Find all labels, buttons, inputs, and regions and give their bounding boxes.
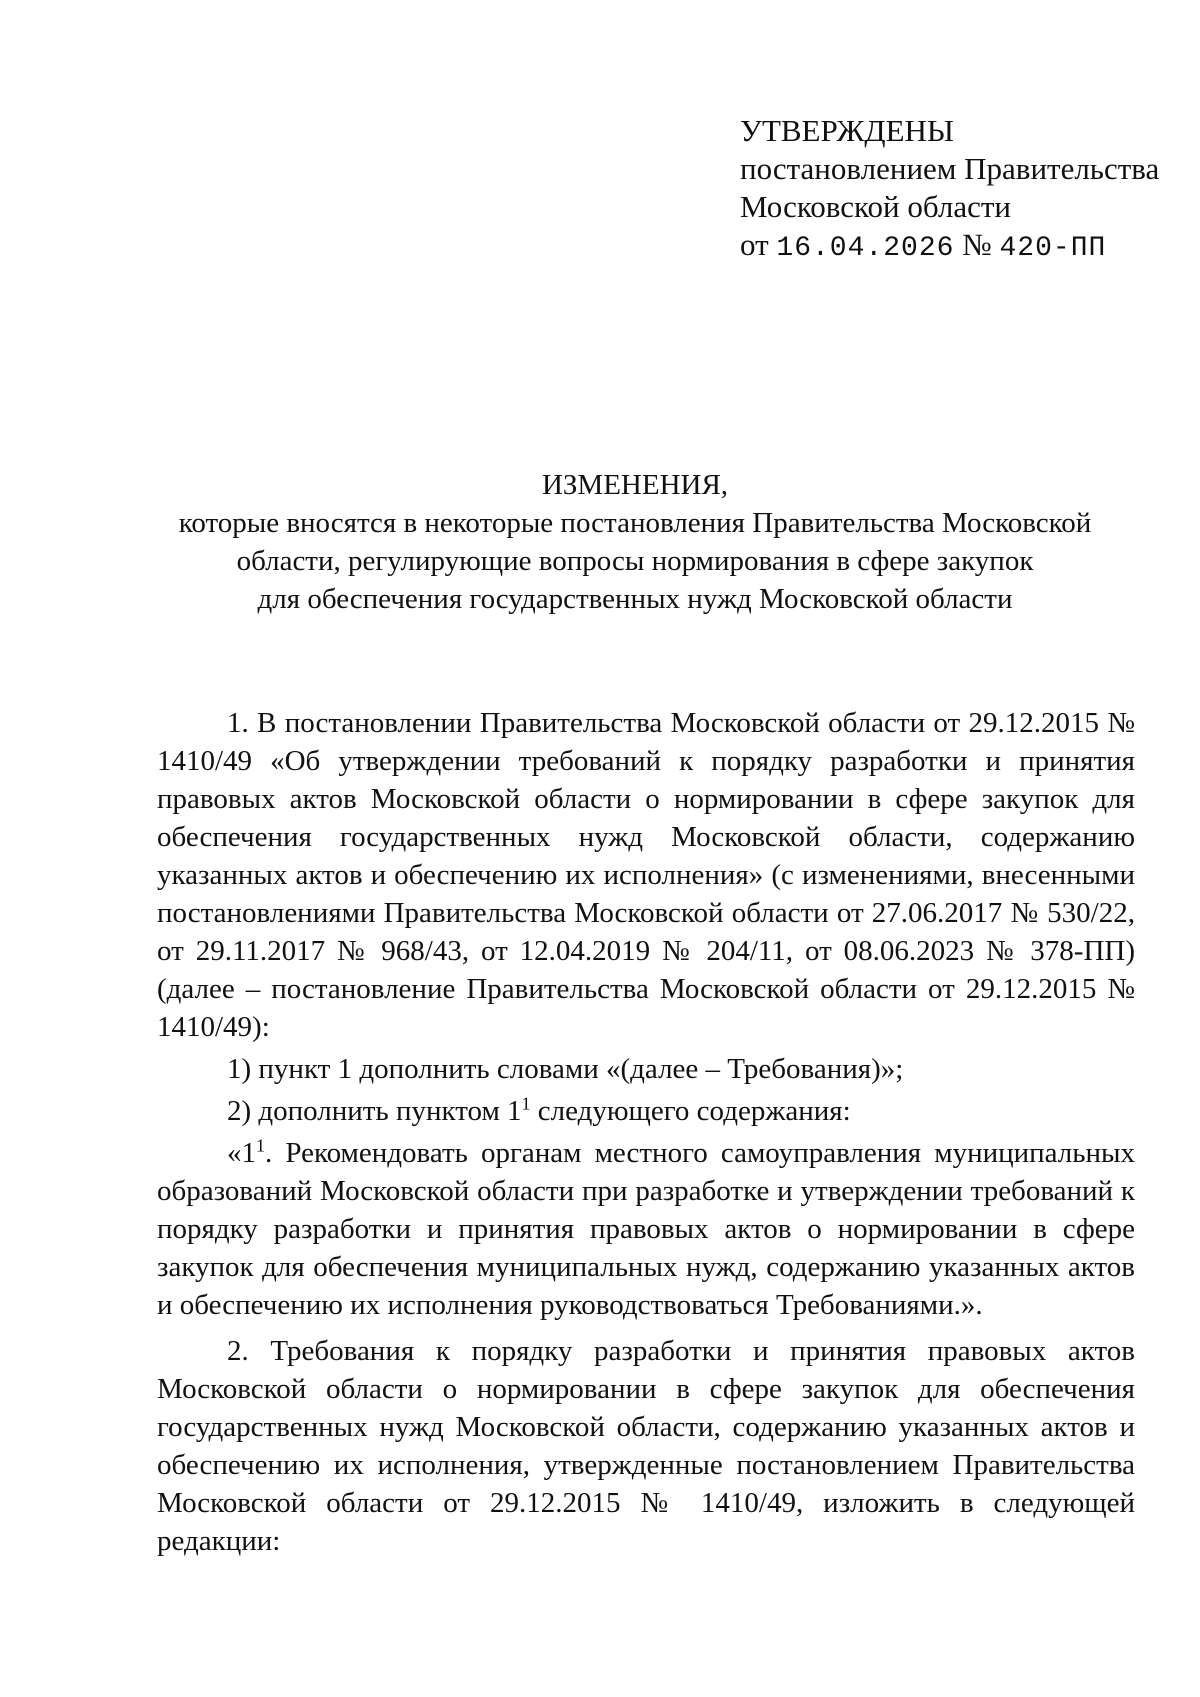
list-item-2-text: 2) дополнить пунктом 1 <box>227 1095 522 1127</box>
heading-subtitle-2: области, регулирующие вопросы нормирования в сфере закупок <box>236 545 1034 577</box>
approval-number: 420-ПП <box>999 233 1107 264</box>
list-item-2 <box>157 1092 1135 1130</box>
approval-title: УТВЕРЖДЕНЫ <box>740 113 954 148</box>
list-item-2-tail: следующего содержания: <box>530 1095 851 1127</box>
approval-date-prefix: от <box>740 227 769 262</box>
document-body <box>157 704 1135 1560</box>
quoted-paragraph-start: «1 <box>227 1137 256 1169</box>
approval-number-sign: № <box>962 227 992 262</box>
approval-line-1: постановлением Правительства <box>740 151 1160 186</box>
list-item-1: 1) пункт 1 дополнить словами «(далее – Требования)»; <box>227 1053 904 1085</box>
approval-date-line <box>740 226 1159 268</box>
approval-line-2: Московской области <box>740 189 1011 224</box>
heading-subtitle-1: которые вносятся в некоторые постановления Правительства Московской <box>178 507 1092 539</box>
superscript: 1 <box>521 1093 531 1114</box>
paragraph-2: 2. Требования к порядку разработки и принятия правовых актов Московской области о нормировании в сфере закупок для обеспечения государственных нужд Московской области, содержанию указанных актов и обеспечению их исполнения, утвержденные постановлением Правительства Московской области от 29.12.2015 № 1410/49, изложить в следующей редакции: <box>157 1335 1135 1557</box>
quoted-paragraph-text: . Рекомендовать органам местного самоуправления муниципальных образований Московской области при разработке и утверждении требований к порядку разработки и принятия правовых актов о нормировании в сфере закупок для обеспечения муниципальных нужд, содержанию указанных актов и обеспечению их исполнения руководствоваться Требованиями.». <box>157 1137 1135 1321</box>
heading-subtitle-3: для обеспечения государственных нужд Московской области <box>257 583 1013 615</box>
superscript: 1 <box>256 1135 265 1156</box>
heading-title: ИЗМЕНЕНИЯ, <box>541 469 729 501</box>
document-heading <box>150 466 1120 618</box>
approval-block <box>740 112 1159 268</box>
quoted-paragraph <box>157 1134 1135 1324</box>
approval-date: 16.04.2026 <box>776 233 955 264</box>
paragraph-1: 1. В постановлении Правительства Московской области от 29.12.2015 № 1410/49 «Об утверждении требований к порядку разработки и принятия правовых актов Московской области о нормировании в сфере закупок для обеспечения государственных нужд Московской области, содержанию указанных актов и обеспечению их исполнения» (с изменениями, внесенными постановлениями Правительства Московской области от 27.06.2017 № 530/22, от 29.11.2017 № 968/43, от 12.04.2019 № 204/11, от 08.06.2023 № 378-ПП) (далее – постановление Правительства Московской области от 29.12.2015 № 1410/49): <box>157 707 1135 1043</box>
